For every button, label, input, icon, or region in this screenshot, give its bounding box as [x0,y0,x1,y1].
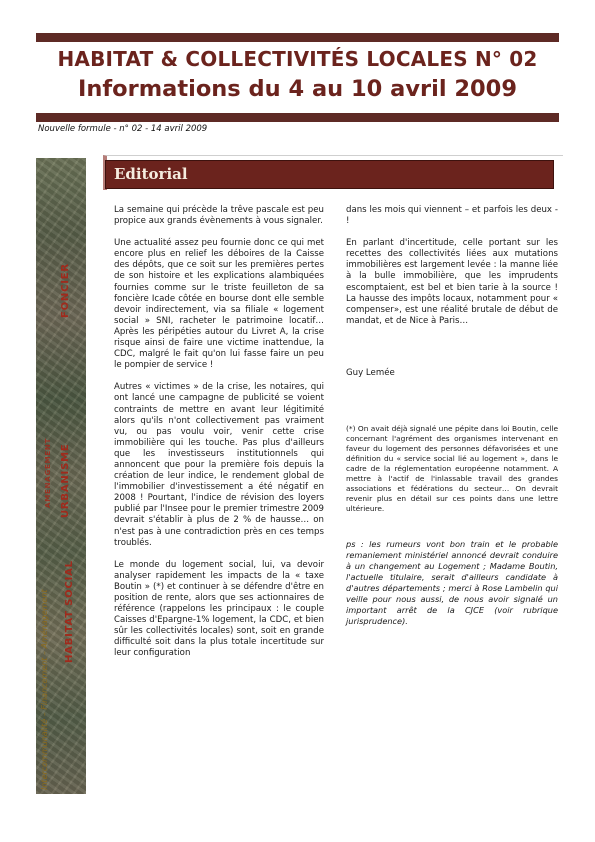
section-header [105,160,554,189]
postscript: ps : les rumeurs vont bon train et le probable remaniement ministériel annoncé devrait conduire à un changement au Logement ; Madame Boutin, l'actuelle titulaire, serait d'ailleurs candidate à d'autres départements ; merci à Rose Lambelin qui veille pour nous aussi, de nous avoir signalé un important arrêt de la CJCE (voir rubrique jurisprudence). [346,539,558,627]
sidebar-label-urbanisme: URBANISME [60,443,71,518]
newsletter-title: HABITAT & COLLECTIVITÉS LOCALES N° 02 [57,47,538,71]
header-bottom-rule [36,113,559,122]
author-signature: Guy Lemée [346,367,395,378]
issue-formula-line: Nouvelle formule - n° 02 - 14 avril 2009 [38,124,208,134]
paragraph: Une actualité assez peu fournie donc ce qui met encore plus en relief les déboires de la Caisse des dépôts, que ce soit sur les premières pertes de son histoire et les explications alambiquées fournies comme sur le triste feuilleton de sa foncière Icade côtée en bourse dont elle semble devoir indirectement, via sa filiale « logement social » SNI, racheter le patrimoine locatif… Après les péripéties autour du Livret A, la crise risque ainsi de faire une victime inattendue, la CDC, malgré le fait qu'on lui fasse faire un peu le pompier de service ! [114,238,324,371]
paragraph: En parlant d'incertitude, celle portant sur les recettes des collectivités liées aux mutations immobilières est largement levée : la manne liée à la bulle immobilière, que les imprudents escomptaient, est bel et bien tarie à la source ! La hausse des impôts locaux, notamment pour « compenser», est une réalité brutale de début de mandat, et de Nice à Paris… [346,238,558,326]
sidebar-label-foncier: FONCIER [60,263,71,318]
newsletter-subtitle: Informations du 4 au 10 avril 2009 [78,76,517,102]
aerial-photo-sidebar [36,158,86,794]
editorial-column-right [346,205,558,638]
sidebar-label-amenagement: AMENAGEMENT [44,437,52,508]
footnote: (*) On avait déjà signalé une pépite dans loi Boutin, celle concernant l'agrément des organismes intervenant en faveur du logement des personnes défavorisées et une définition du « service social lié au logement », dans le cadre de la réglementation européenne notamment. A mettre à l'actif de l'inlassable travail des grandes associations et fédérations du secteur… On devrait revenir plus en détail sur ces points dans une lettre ultérieure. [346,424,558,514]
paragraph: dans les mois qui viennent – et parfois les deux - ! [346,205,558,227]
sidebar-label-habitat-social: HABITAT SOCIAL [64,560,75,663]
section-title: Editorial [114,165,188,183]
paragraph: Autres « victimes » de la crise, les notaires, qui ont lancé une campagne de publicité se voient contraints de mettre en avant leur légitimité alors qu'ils n'ont collectivement pas vraiment vu, ou pas voulu voir, venir cette crise immobilière qui les touche. Pas plus d'ailleurs que les investisseurs institutionnels qui annoncent que pour la première fois depuis la création de leur indice, le rendement global de l'immobilier d'investissement a été négatif en 2008 ! Pourtant, l'indice de révision des loyers publié par l'Insee pour le premier trimestre 2009 devrait s'établir à plus de 2 % de hausse… on n'est pas à une contradiction près en ces temps troublés. [114,382,324,548]
sidebar-label-bottom: Intercommunalité – Financement – Aménagement [40,589,49,790]
editorial-column-left [114,205,324,671]
header-top-rule [36,33,559,42]
paragraph: La semaine qui précède la trêve pascale est peu propice aux grands évènements à vous signaler. [114,205,324,227]
paragraph: Le monde du logement social, lui, va devoir analyser rapidement les impacts de la « taxe Boutin » (*) et continuer à se défendre d'être en position de rente, alors que ses actionnaires de référence (rappelons les principaux : le couple Caisses d'Epargne-1% logement, la CDC, et bien sûr les collectivités locales) sont, soit en grande difficulté soit dans la plus totale incertitude sur leur configuration [114,559,324,659]
